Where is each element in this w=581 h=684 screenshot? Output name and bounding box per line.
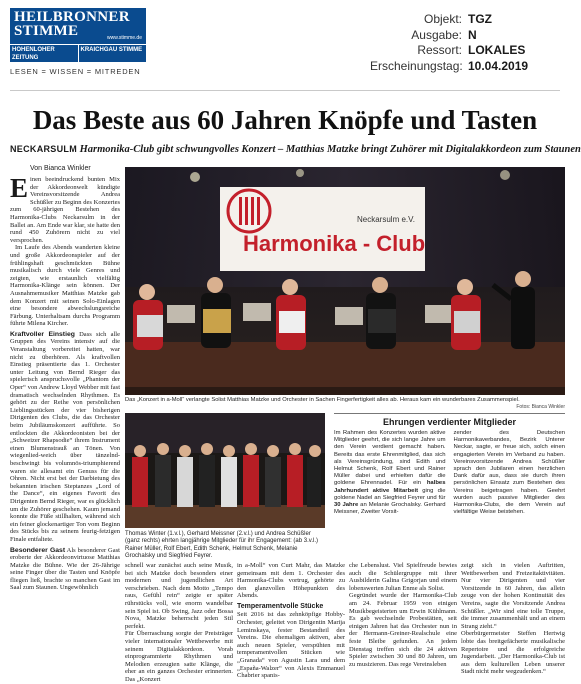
masthead-url: www.stimme.de	[106, 35, 142, 41]
paragraph-text: Als besonderer Gast eroberte der Akkordeonvirtuose Matthias Matzke die Bühne. Wie der 26-Jährige seine Finger über die Tasten und Knöpfe fliegen ließ, brachte so manchen Gast im Saal zum Staunen. Ungewöhnlich	[10, 546, 120, 592]
concert-photo	[125, 167, 565, 395]
sidebar-bold-text: 30 Jahre	[334, 502, 359, 509]
paragraph: che Lebenslust. Viel Spielfreude bewies auch die Schülergruppe mit ihrer Ausbilderin Galina Grigorjan und einem lobenswerten Julian Enme als Solist. Gegründet wurde der Harmonika-Club am 24. Februar 1959 von einigen Musikbegeisterten um Erwin Kühlmann. Es gab wechselnde Probestätten, seit einigen Jahren hat das Orchester nun in der Hermann-Greiner-Realschule eine feste Bleibe gefunden. An jedem Dienstag treffen sich die 24 aktiven Spieler zwischen 30 und 80 Jahren, um zu musizieren. Das rege Vereinsleben	[349, 562, 457, 668]
sidebar-text: ging die goldene Nadel an Siegfried Feyrer und für	[334, 487, 446, 501]
article-column-3	[237, 562, 345, 680]
subheading: Besonderer Gast	[10, 546, 66, 554]
masthead-name-line2: STIMME	[14, 23, 79, 39]
masthead-logo	[10, 8, 146, 44]
article-column-2	[125, 562, 233, 683]
paragraph: zeigt sich in vielen Auftritten, Wettbewerben und Freizeitaktivitäten. Nur vier Dirigenten und vier Vorsitzende in 60 Jahren, das allein zeuge von der hohen Kontinuität des Vereins, sagte die Vorsitzende Andrea Schüßler. „Wir sind eine tolle Truppe, die immer zusammenhält und an einem Strang zieht.“ Oberbürgermeister Steffen Hertwig lobte das breitgefächerte musikalische Repertoire und die erfolgreiche Jugendarbeit. „Der Harmonika-Club ist aus dem kulturellen Leben unserer Stadt nicht mehr wegzudenken.“	[461, 562, 565, 676]
meta-value: N	[468, 27, 477, 42]
honorees-photo	[125, 413, 325, 528]
drop-cap: E	[10, 173, 29, 203]
banner-subtext: Neckarsulm e.V.	[357, 215, 415, 224]
masthead-sub-right: KRAICHGAU STIMME	[78, 45, 147, 62]
sidebar-text: an Melanie Grochalsky. Gerhard Meissner, Zweiter Vorsit-	[334, 502, 446, 516]
masthead-subtitles	[10, 44, 146, 62]
subheading: Kraftvoller Einstieg	[10, 330, 75, 338]
sidebar-column-right: zender des Deutschen Harmonikaverbandes, Bezirk Unterer Neckar, sagte, er freue sich, solch einen engagierten Verein im Verband zu haben. Vereinsvorsitzende Andrea Schüßler sprach den Jubilaren einen herzlichen Dank dafür aus, dass sie durch ihren persönlichen Einsatz zum Bestehen des Vereins beigetragen haben. Geehrt wurden auch passive Mitglieder des Harmonika-Clubs, die dem Verein auf vielfältige Weise beistehen.	[453, 430, 565, 516]
article-location: NECKARSULM	[10, 144, 77, 154]
subheading: Temperamentvolle Stücke	[237, 602, 324, 610]
article-column-1	[10, 173, 120, 673]
sidebar-columns	[334, 430, 565, 516]
paragraph	[10, 331, 120, 544]
meta-row-date	[370, 59, 565, 75]
meta-label: Objekt:	[423, 12, 462, 26]
masthead-sub-left: HOHENLOHER ZEITUNG	[12, 47, 55, 61]
meta-value: LOKALES	[468, 43, 526, 57]
meta-row-object	[370, 12, 565, 28]
article-column-4	[349, 562, 457, 674]
paragraph: Seit 2016 ist das zehnköpfige Hobby-Orchester, geleitet von Dirigentin Marija Leminskaya, fester Bestandteil des Vereins. Die ehemaligen aktiven, aber auch neuen Spieler, verspühten mit temperamentvollen Stücken wie „Granada“ von Agustin Lara und dem „España-Walzer“ von Alexis Emmanuel Chabrier spanis-	[237, 611, 345, 680]
honored-members	[132, 443, 321, 507]
meta-value: 10.04.2019	[468, 58, 529, 73]
article-kicker	[10, 143, 581, 156]
paragraph: schnell war zunächst auch seine Musik, bei sich Matzke doch besonders einer modernen und jugendlichen Art verschrieben. Nach dem Motto „Tempo raus, Gefühl rein“ zeigte er später rührstücks voll, wie enorm wandelbar sein Spiel ist. Ob Swing, Jazz oder Bossa Nova, Matzke beherrscht jeden Stil perfekt. Für Überraschung sorgte der Preisträger vieler internationaler Wettbewerbe mit seinem Digitalakkordeon. Vorab einprogrammierte Rhythmen und Melodien erzeugten satte Klänge, die eher an ein ganzes Orchester erinnerten. Das „Konzert	[125, 562, 233, 683]
paragraph: in a-Moll“ von Curt Mahr, das Matzke gemeinsam mit dem 1. Orchester des Harmonika-Clubs vortrug, gehörte zu den glanzvollen Höhepunkten des Abends.	[237, 562, 345, 600]
article-subheadline: Harmonika-Club gibt schwungvolles Konzert – Matthias Matzke bringt Zuhörer mit Digitalakkordeon zum Staunen	[79, 144, 581, 155]
article-column-5	[461, 562, 565, 674]
club-banner	[220, 187, 425, 271]
newspaper-masthead	[10, 8, 146, 82]
publication-meta	[370, 12, 565, 74]
sidebar-title: Ehrungen verdienter Mitglieder	[382, 417, 517, 427]
meta-label: Ausgabe:	[411, 27, 462, 42]
paragraph-text: inen beeindruckend bunten Mix der Akkordeonwelt kündigte Vereinsvorsitzende Andrea Schüßler zu Beginn des Konzertes zum 60-jährigen Bestehen des Harmonika-Clubs Neckarsulm in der Ballei an. Am Ende war klar, sie hatte den rund 450 Zuhörern nicht zu viel versprochen.	[10, 176, 120, 244]
masthead-slogan: LESEN = WISSEN = MITREDEN	[10, 67, 141, 76]
banner-title: Harmonika - Club	[243, 231, 426, 256]
honorees-photo-caption: Thomas Winter (1.v.l.), Gerhard Meissner (2.v.l.) und Andrea Schüßler (ganz rechts) ehrten langjährige Mitglieder für ihr Engagement: (ab 3.v.l.) Rainer Müller, Rolf Ebert, Edith Schenk, Helmut Schenk, Melanie Grochalsky und Siegfried Feyrer.	[125, 531, 318, 559]
masthead-name-line1: HEILBRONNER	[14, 9, 130, 25]
meta-row-edition	[370, 28, 565, 44]
sidebar-bold-text: halbes Jahrhundert aktive Mitarbeit	[334, 480, 446, 494]
meta-label: Erscheinungstag:	[370, 58, 463, 73]
article-byline: Von Bianca Winkler	[30, 165, 91, 172]
meta-value: TGZ	[468, 12, 492, 26]
header-divider	[10, 90, 560, 91]
paragraph	[10, 547, 120, 593]
meta-row-section	[370, 43, 565, 59]
honors-sidebar	[334, 413, 565, 558]
paragraph: Im Laufe des Abends wanderten kleine und große Akkordeonspieler auf der frühlingshaft geschmückten Bühne musikalisch durch viele Genres und zeigten, wie erstaunlich vielfältig Harmonika-Klänge sein können. Der Ausnahmemusiker Matthias Matzke gab dem Konzert mit seinen Solo-Einlagen eine besondere abwechslungsreiche Färbung. Unterhaltsam durchs Programm führte Milena Kircher.	[10, 244, 120, 328]
meta-label: Ressort:	[417, 43, 462, 57]
photo-credit: Fotos: Bianca Winkler	[516, 404, 565, 410]
sidebar-text: Im Rahmen des Konzertes wurden aktive Mitglieder geehrt, die sich lange Jahre um den Verein verdient gemacht haben. Bereits das erste Ehrenmitglied, das sich als Vereinsgründung, sind Edith und Helmut Schenk, Rolf Ebert und Rainer Müller dabei und erhielten dafür die goldene Ehrennadel. Für ein	[334, 430, 446, 487]
main-photo-caption	[125, 397, 565, 411]
caption-text: Das „Konzert in a-Moll“ verlangte Solist Matthias Matzke und Orchester in Sachen Fingerfertigkeit alles ab. Heraus kam ein wunderbares Zusammenspiel.	[125, 397, 520, 403]
article-headline: Das Beste aus 60 Jahren Knöpfe und Tasten	[32, 105, 538, 135]
paragraph-text: Dass sich alle Gruppen des Vereins intensiv auf die Veranstaltung vorbereitet hatten, war nicht zu überhören. Als kraftvollen Einstieg präsentierte das 1. Orchester unter Leitung von Bernd Rieger das spielerisch anspruchsvolle „Phantom der Oper“ von Andrew Lloyd Webber mit fast dramatisch wechselnden Rhythmen. Es gehört zu der Reihe von persönlichen Lieblingsstücken der vier bisherigen Dirigenten des Clubs, die das Orchester beim Jubiläumskonzert aufführte. So entlockten die Akkordeonisten bei der „Schweizer Rhapsodie“ ihrem Instrument einen Blumenstrauß an Tönen. Von wiegenlied-weich über tänzelnd-beschwingt bis volumnös-triumphierend waren sie allesamt ein Genuss für die Ohren. Nicht erst bei der Darbietung des bekannten irischen Steptanzes „Lord of the Dance“, ein eigenes Favorit des Dirigenten Bernd Rieger, war es glücklich um die Zuhörer geschehen. Kaum jemand konnte die Füße stillhalten, während sich ein feiner glockenartiger Ton vom Beginn des Stücks bis zu seinem feurig-fetzigen Finale entfaltete.	[10, 330, 120, 543]
sidebar-column-left	[334, 430, 446, 516]
paragraph	[10, 173, 120, 244]
